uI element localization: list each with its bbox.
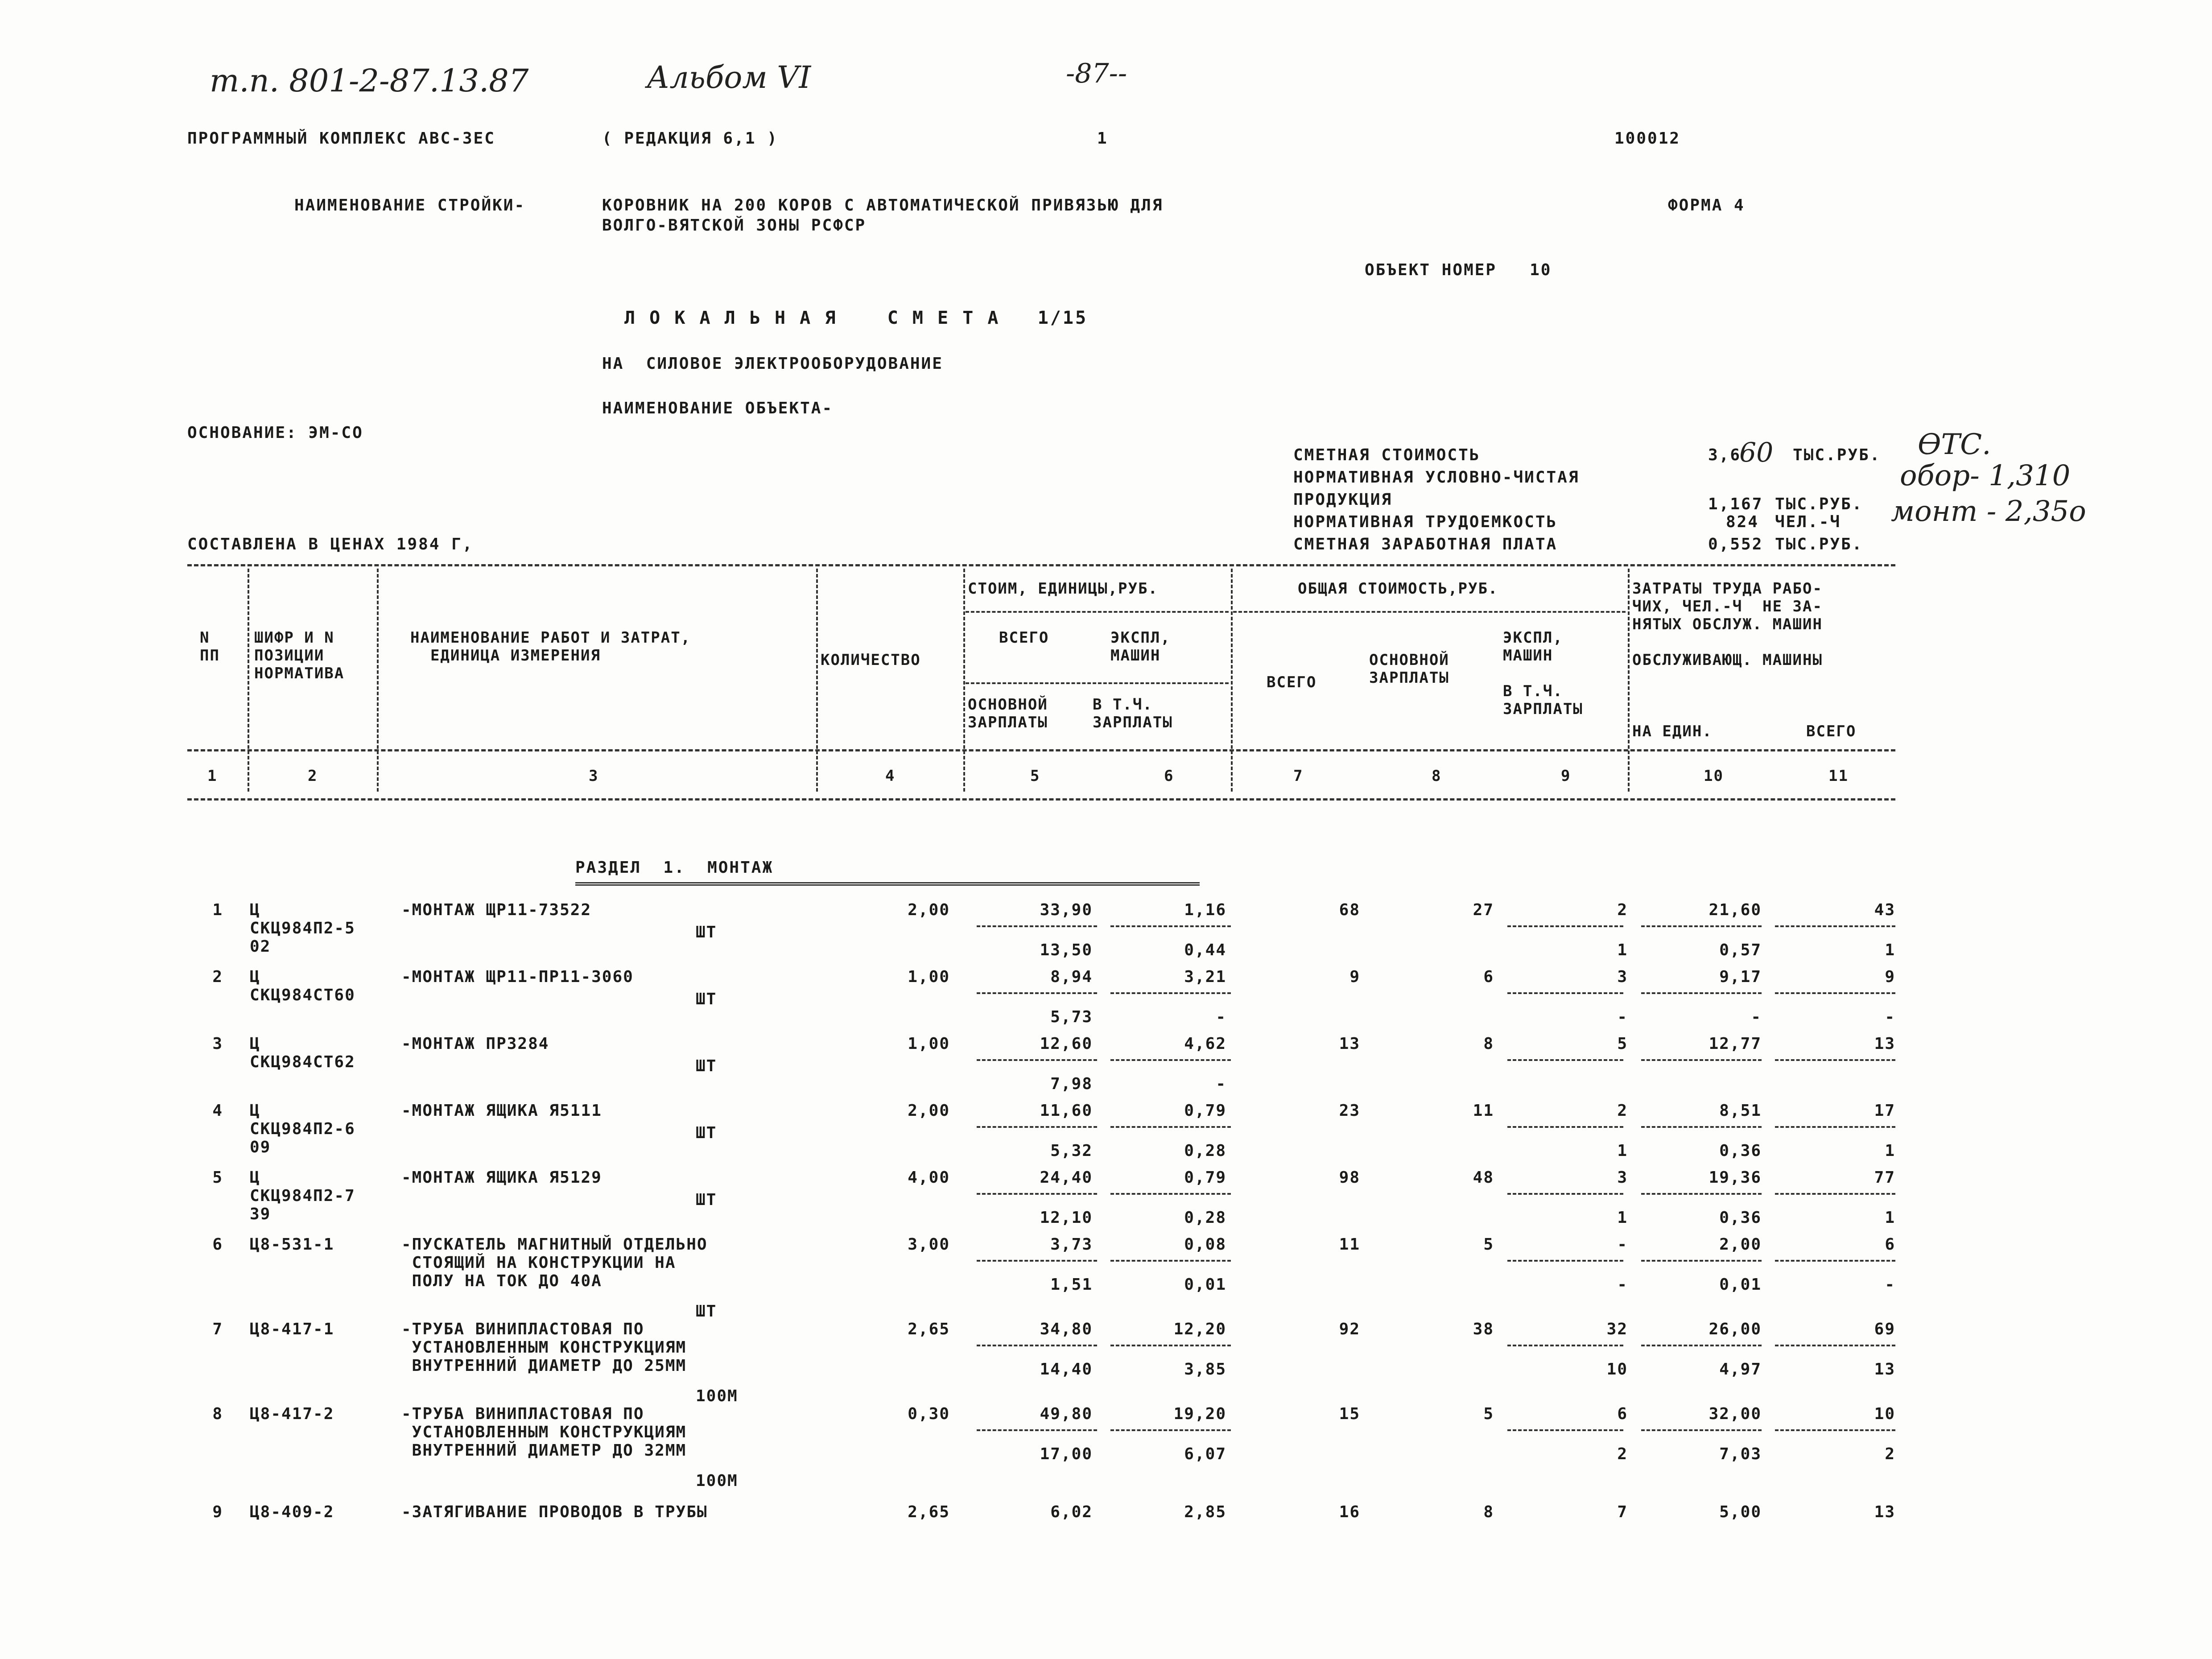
row-labor-total: 9	[1885, 968, 1895, 986]
row-quantity: 2,65	[908, 1503, 950, 1521]
col-sep-4	[963, 569, 965, 792]
row-unit-machine: 0,79	[1184, 1168, 1226, 1187]
row-total: 92	[1339, 1320, 1360, 1338]
row-labor-total: 43	[1874, 901, 1895, 919]
row-unit: ШТ	[696, 923, 717, 941]
form-label: ФОРМА 4	[1668, 196, 1745, 215]
row-rule-unit	[977, 1193, 1097, 1195]
row-rule-labor-unit	[1641, 1059, 1762, 1061]
row-unit-machine-wages: 6,07	[1184, 1445, 1226, 1463]
row-labor-unit-b: 7,03	[1719, 1445, 1762, 1463]
row-unit-total: 3,73	[1050, 1235, 1093, 1254]
summary-unit-4: ТЫС.РУБ.	[1775, 535, 1863, 553]
note-total-handwritten: ӨТС.	[1918, 428, 1991, 461]
row-wages: 5	[1483, 1405, 1494, 1423]
col-sep-2	[377, 569, 379, 792]
program-code: 100012	[1614, 129, 1681, 148]
row-machine-wages: 1	[1617, 1142, 1628, 1160]
construction-line1: КОРОВНИК НА 200 КОРОВ С АВТОМАТИЧЕСКОЙ ПРИВЯЗЬЮ ДЛЯ	[602, 196, 1164, 215]
row-labor-total-b: -	[1885, 1008, 1895, 1026]
colnum-1: 1	[207, 767, 218, 785]
row-rule-labor-total	[1775, 1193, 1895, 1195]
row-rule-labor-unit	[1641, 1345, 1762, 1346]
summary-value-4: 0,552	[1708, 535, 1763, 553]
row-rule-unit	[977, 992, 1097, 994]
row-rule-unit-machine	[1110, 1193, 1231, 1195]
row-rule-unit	[977, 1429, 1097, 1431]
row-number: 1	[212, 901, 223, 919]
basis: ОСНОВАНИЕ: ЭМ-СО	[187, 424, 363, 442]
section-title: РАЗДЕЛ 1. МОНТАЖ	[575, 858, 774, 877]
colnum-2: 2	[308, 767, 318, 785]
row-labor-total-b: 13	[1874, 1360, 1895, 1378]
estimate-subject: НА СИЛОВОЕ ЭЛЕКТРООБОРУДОВАНИЕ	[602, 355, 943, 373]
hdr-col56-top: СТОИМ, ЕДИНИЦЫ,РУБ.	[968, 580, 1158, 598]
hdr-col56-top-rule	[966, 611, 1229, 613]
row-rule-machine	[1507, 1429, 1623, 1431]
summary-label-3: НОРМАТИВНАЯ ТРУДОЕМКОСТЬ	[1293, 513, 1558, 531]
row-number: 4	[212, 1102, 223, 1120]
row-labor-total-b: 1	[1885, 941, 1895, 959]
row-labor-unit: 21,60	[1709, 901, 1762, 919]
hdr-col56-mid-rule	[966, 682, 1229, 684]
row-total: 68	[1339, 901, 1360, 919]
album-handwritten: Альбом VI	[647, 60, 811, 95]
row-code: Ц СКЦ984П2-7 39	[250, 1168, 355, 1223]
row-unit-machine: 0,08	[1184, 1235, 1226, 1254]
row-name: -МОНТАЖ ПР3284	[401, 1035, 549, 1053]
hdr-col1011-top: ЗАТРАТЫ ТРУДА РАБО- ЧИХ, ЧЕЛ.-Ч НЕ ЗА- НЯТЫХ ОБСЛУЖ. МАШИН ОБСЛУЖИВАЮЩ. МАШИНЫ	[1632, 580, 1823, 669]
row-total: 16	[1339, 1503, 1360, 1521]
summary-label-2: ПРОДУКЦИЯ	[1293, 491, 1393, 509]
row-unit-total: 33,90	[1040, 901, 1093, 919]
row-unit-wages: 12,10	[1040, 1209, 1093, 1227]
row-labor-unit: 32,00	[1709, 1405, 1762, 1423]
row-machine: 3	[1617, 968, 1628, 986]
row-rule-labor-unit	[1641, 1429, 1762, 1431]
row-unit-machine: 2,85	[1184, 1503, 1226, 1521]
row-rule-unit-machine	[1110, 1126, 1231, 1128]
row-unit-machine-wages: -	[1216, 1008, 1226, 1026]
row-labor-total: 17	[1874, 1102, 1895, 1120]
row-rule-labor-unit	[1641, 1126, 1762, 1128]
row-machine: -	[1617, 1235, 1628, 1254]
row-code: Ц8-531-1	[250, 1235, 334, 1254]
row-code: Ц8-417-1	[250, 1320, 334, 1338]
summary-unit-3: ЧЕЛ.-Ч	[1775, 513, 1841, 531]
table-numbers-bottom-rule	[187, 798, 1895, 801]
row-unit-total: 34,80	[1040, 1320, 1093, 1338]
summary-unit-0: ТЫС.РУБ.	[1793, 446, 1881, 464]
object-name: НАИМЕНОВАНИЕ ОБЪЕКТА-	[602, 399, 834, 417]
row-wages: 48	[1473, 1168, 1494, 1187]
row-quantity: 2,65	[908, 1320, 950, 1338]
row-machine: 3	[1617, 1168, 1628, 1187]
row-wages: 6	[1483, 968, 1494, 986]
note-mount-handwritten: монт - 2,35о	[1891, 495, 2086, 528]
colnum-6: 6	[1164, 767, 1174, 785]
row-machine-wages: 2	[1617, 1445, 1628, 1463]
row-labor-unit-b: -	[1751, 1008, 1762, 1026]
row-unit-wages: 13,50	[1040, 941, 1093, 959]
row-labor-unit: 9,17	[1719, 968, 1762, 986]
row-labor-total: 10	[1874, 1405, 1895, 1423]
hdr-col3: НАИМЕНОВАНИЕ РАБОТ И ЗАТРАТ, ЕДИНИЦА ИЗМЕРЕНИЯ	[410, 629, 691, 664]
row-unit-wages: 5,32	[1050, 1142, 1093, 1160]
row-quantity: 4,00	[908, 1168, 950, 1187]
row-rule-unit	[977, 1260, 1097, 1262]
row-unit-wages: 5,73	[1050, 1008, 1093, 1026]
row-unit-total: 49,80	[1040, 1405, 1093, 1423]
row-name: -МОНТАЖ ЩР11-73522	[401, 901, 592, 919]
hdr-col8: ОСНОВНОЙ ЗАРПЛАТЫ	[1369, 651, 1449, 687]
summary-value-2: 1,167	[1708, 495, 1763, 513]
colnum-10: 10	[1704, 767, 1724, 785]
row-rule-unit-machine	[1110, 1429, 1231, 1431]
row-number: 6	[212, 1235, 223, 1254]
colnum-7: 7	[1293, 767, 1304, 785]
hdr-col789-top-rule	[1233, 611, 1626, 613]
row-unit: ШТ	[696, 1124, 717, 1142]
row-machine-wages: -	[1617, 1275, 1628, 1294]
row-rule-unit-machine	[1110, 1260, 1231, 1262]
row-quantity: 1,00	[908, 1035, 950, 1053]
row-wages: 27	[1473, 901, 1494, 919]
row-unit-wages: 7,98	[1050, 1075, 1093, 1093]
summary-value-3: 824	[1726, 513, 1759, 531]
row-total: 23	[1339, 1102, 1360, 1120]
hdr-col11: ВСЕГО	[1806, 722, 1857, 740]
table-header-bottom-rule	[187, 749, 1895, 751]
row-machine: 7	[1617, 1503, 1628, 1521]
hdr-col9: ЭКСПЛ, МАШИН В Т.Ч. ЗАРПЛАТЫ	[1503, 629, 1583, 718]
row-rule-unit-machine	[1110, 1059, 1231, 1061]
row-labor-unit-b: 0,36	[1719, 1209, 1762, 1227]
row-rule-labor-total	[1775, 992, 1895, 994]
construction-label: НАИМЕНОВАНИЕ СТРОЙКИ-	[294, 196, 526, 215]
hdr-col6a: ЭКСПЛ, МАШИН	[1110, 629, 1171, 664]
summary-label-1: НОРМАТИВНАЯ УСЛОВНО-ЧИСТАЯ	[1293, 468, 1580, 487]
hdr-col5a: ВСЕГО	[999, 629, 1049, 647]
row-unit-total: 12,60	[1040, 1035, 1093, 1053]
colnum-11: 11	[1828, 767, 1849, 785]
row-total: 15	[1339, 1405, 1360, 1423]
row-labor-unit-b: 0,57	[1719, 941, 1762, 959]
colnum-5: 5	[1030, 767, 1040, 785]
row-machine-wages: 1	[1617, 1209, 1628, 1227]
row-unit-total: 6,02	[1050, 1503, 1093, 1521]
hdr-col10: НА ЕДИН.	[1632, 722, 1713, 740]
row-unit-total: 24,40	[1040, 1168, 1093, 1187]
row-code: Ц СКЦ984П2-5 02	[250, 901, 355, 956]
row-labor-unit-b: 0,01	[1719, 1275, 1762, 1294]
page-mark: 1	[1097, 129, 1108, 148]
row-quantity: 3,00	[908, 1235, 950, 1254]
row-name: -ЗАТЯГИВАНИЕ ПРОВОДОВ В ТРУБЫ	[401, 1503, 708, 1521]
hdr-col789-top: ОБЩАЯ СТОИМОСТЬ,РУБ.	[1298, 580, 1498, 598]
row-number: 7	[212, 1320, 223, 1338]
row-unit-total: 8,94	[1050, 968, 1093, 986]
edition: ( РЕДАКЦИЯ 6,1 )	[602, 129, 778, 148]
row-number: 5	[212, 1168, 223, 1187]
row-rule-machine	[1507, 1260, 1623, 1262]
table-top-rule	[187, 564, 1895, 566]
row-labor-unit: 5,00	[1719, 1503, 1762, 1521]
row-code: Ц8-417-2	[250, 1405, 334, 1423]
summary-label-4: СМЕТНАЯ ЗАРАБОТНАЯ ПЛАТА	[1293, 535, 1558, 553]
row-rule-machine	[1507, 992, 1623, 994]
row-machine: 2	[1617, 901, 1628, 919]
prices-basis: СОСТАВЛЕНА В ЦЕНАХ 1984 Г,	[187, 535, 474, 553]
row-labor-total: 13	[1874, 1035, 1895, 1053]
row-labor-unit: 26,00	[1709, 1320, 1762, 1338]
row-rule-unit-machine	[1110, 992, 1231, 994]
row-number: 2	[212, 968, 223, 986]
row-labor-total-b: 1	[1885, 1209, 1895, 1227]
row-machine: 2	[1617, 1102, 1628, 1120]
row-quantity: 2,00	[908, 901, 950, 919]
row-quantity: 1,00	[908, 968, 950, 986]
row-rule-unit-machine	[1110, 1345, 1231, 1346]
row-machine-wages: -	[1617, 1008, 1628, 1026]
row-total: 11	[1339, 1235, 1360, 1254]
col-sep-3	[816, 569, 818, 792]
row-wages: 38	[1473, 1320, 1494, 1338]
row-code: Ц СКЦ984СТ60	[250, 968, 355, 1004]
hdr-col5b: ОСНОВНОЙ ЗАРПЛАТЫ	[968, 696, 1048, 731]
summary-value-0-handwritten: 60	[1739, 437, 1774, 468]
row-unit: ШТ	[696, 1057, 717, 1075]
row-quantity: 0,30	[908, 1405, 950, 1423]
row-labor-total: 77	[1874, 1168, 1895, 1187]
row-unit-machine: 0,79	[1184, 1102, 1226, 1120]
row-wages: 8	[1483, 1503, 1494, 1521]
row-quantity: 2,00	[908, 1102, 950, 1120]
row-rule-unit	[977, 1345, 1097, 1346]
row-machine: 5	[1617, 1035, 1628, 1053]
row-machine: 6	[1617, 1405, 1628, 1423]
row-unit-machine: 19,20	[1173, 1405, 1226, 1423]
row-unit-wages: 17,00	[1040, 1445, 1093, 1463]
row-labor-total-b: -	[1885, 1275, 1895, 1294]
row-machine-wages: 10	[1606, 1360, 1628, 1378]
note-repair-handwritten: обор- 1,310	[1900, 459, 2071, 492]
row-rule-labor-unit	[1641, 1193, 1762, 1195]
row-unit-total: 11,60	[1040, 1102, 1093, 1120]
row-labor-total-b: 2	[1885, 1445, 1895, 1463]
row-rule-labor-total	[1775, 1429, 1895, 1431]
row-labor-total: 6	[1885, 1235, 1895, 1254]
hdr-col2: ШИФР И N ПОЗИЦИИ НОРМАТИВА	[254, 629, 345, 682]
row-total: 13	[1339, 1035, 1360, 1053]
row-unit-machine-wages: 0,28	[1184, 1142, 1226, 1160]
row-rule-unit	[977, 1059, 1097, 1061]
hdr-col6b: В Т.Ч. ЗАРПЛАТЫ	[1093, 696, 1173, 731]
row-rule-labor-unit	[1641, 992, 1762, 994]
row-name: -МОНТАЖ ЩР11-ПР11-3060	[401, 968, 634, 986]
row-rule-labor-total	[1775, 925, 1895, 927]
row-unit-machine-wages: 0,28	[1184, 1209, 1226, 1227]
summary-label-0: СМЕТНАЯ СТОИМОСТЬ	[1293, 446, 1481, 464]
row-rule-machine	[1507, 1345, 1623, 1346]
row-name: -ПУСКАТЕЛЬ МАГНИТНЫЙ ОТДЕЛЬНО СТОЯЩИЙ НА КОНСТРУКЦИИ НА ПОЛУ НА ТОК ДО 40А	[401, 1235, 708, 1290]
row-unit: ШТ	[696, 990, 717, 1008]
row-labor-unit-b: 4,97	[1719, 1360, 1762, 1378]
row-wages: 8	[1483, 1035, 1494, 1053]
row-unit: ШТ	[696, 1191, 717, 1209]
row-code: Ц СКЦ984СТ62	[250, 1035, 355, 1071]
doc-code-handwritten: т.п. 801-2-87.13.87	[210, 62, 529, 99]
row-unit-machine-wages: 0,44	[1184, 941, 1226, 959]
colnum-3: 3	[589, 767, 599, 785]
row-unit-machine-wages: 3,85	[1184, 1360, 1226, 1378]
row-name: -МОНТАЖ ЯЩИКА Я5129	[401, 1168, 602, 1187]
row-number: 8	[212, 1405, 223, 1423]
row-unit-machine: 3,21	[1184, 968, 1226, 986]
row-labor-unit: 2,00	[1719, 1235, 1762, 1254]
row-total: 98	[1339, 1168, 1360, 1187]
colnum-9: 9	[1561, 767, 1571, 785]
row-machine-wages: 1	[1617, 941, 1628, 959]
hdr-col7: ВСЕГО	[1267, 673, 1317, 691]
object-number: ОБЪЕКТ НОМЕР 10	[1365, 261, 1552, 279]
row-wages: 11	[1473, 1102, 1494, 1120]
row-wages: 5	[1483, 1235, 1494, 1254]
hdr-col4: КОЛИЧЕСТВО	[821, 651, 921, 669]
row-rule-labor-unit	[1641, 925, 1762, 927]
row-rule-machine	[1507, 1059, 1623, 1061]
row-total: 9	[1349, 968, 1360, 986]
row-unit-wages: 1,51	[1050, 1275, 1093, 1294]
row-labor-total: 13	[1874, 1503, 1895, 1521]
row-unit: ШТ	[696, 1302, 717, 1321]
row-unit: 100М	[696, 1472, 738, 1490]
estimate-title: Л О К А Л Ь Н А Я С М Е Т А 1/15	[624, 308, 1088, 328]
row-name: -ТРУБА ВИНИПЛАСТОВАЯ ПО УСТАНОВЛЕННЫМ КОНСТРУКЦИЯМ ВНУТРЕННИЙ ДИАМЕТР ДО 32ММ	[401, 1405, 687, 1460]
row-name: -ТРУБА ВИНИПЛАСТОВАЯ ПО УСТАНОВЛЕННЫМ КОНСТРУКЦИЯМ ВНУТРЕННИЙ ДИАМЕТР ДО 25ММ	[401, 1320, 687, 1375]
row-rule-machine	[1507, 925, 1623, 927]
construction-line2: ВОЛГО-ВЯТСКОЙ ЗОНЫ РСФСР	[602, 216, 867, 235]
row-rule-labor-total	[1775, 1059, 1895, 1061]
row-name: -МОНТАЖ ЯЩИКА Я5111	[401, 1102, 602, 1120]
row-unit-machine: 1,16	[1184, 901, 1226, 919]
row-code: Ц СКЦ984П2-6 09	[250, 1102, 355, 1156]
row-unit-wages: 14,40	[1040, 1360, 1093, 1378]
row-unit-machine: 12,20	[1173, 1320, 1226, 1338]
row-rule-machine	[1507, 1193, 1623, 1195]
row-rule-unit-machine	[1110, 925, 1231, 927]
summary-value-0: 3,6	[1708, 446, 1742, 464]
row-rule-machine	[1507, 1126, 1623, 1128]
row-rule-unit	[977, 925, 1097, 927]
row-labor-total-b: 1	[1885, 1142, 1895, 1160]
row-unit-machine: 4,62	[1184, 1035, 1226, 1053]
col-sep-1	[248, 569, 249, 792]
row-rule-labor-total	[1775, 1260, 1895, 1262]
section-title-rule	[575, 882, 1200, 886]
summary-unit-2: ТЫС.РУБ.	[1775, 495, 1863, 513]
row-labor-total: 69	[1874, 1320, 1895, 1338]
row-unit-machine-wages: -	[1216, 1075, 1226, 1093]
row-labor-unit: 12,77	[1709, 1035, 1762, 1053]
row-labor-unit: 8,51	[1719, 1102, 1762, 1120]
colnum-8: 8	[1432, 767, 1442, 785]
row-rule-unit	[977, 1126, 1097, 1128]
row-labor-unit: 19,36	[1709, 1168, 1762, 1187]
row-rule-labor-unit	[1641, 1260, 1762, 1262]
row-labor-unit-b: 0,36	[1719, 1142, 1762, 1160]
row-number: 9	[212, 1503, 223, 1521]
col-sep-9	[1628, 569, 1630, 792]
hdr-col1: N ПП	[200, 629, 220, 664]
row-rule-labor-total	[1775, 1345, 1895, 1346]
colnum-4: 4	[885, 767, 896, 785]
col-sep-6	[1231, 569, 1233, 792]
page-number-handwritten: -87--	[1066, 58, 1127, 89]
row-unit-machine-wages: 0,01	[1184, 1275, 1226, 1294]
row-machine: 32	[1606, 1320, 1628, 1338]
row-code: Ц8-409-2	[250, 1503, 334, 1521]
row-unit: 100М	[696, 1387, 738, 1405]
row-number: 3	[212, 1035, 223, 1053]
program-name: ПРОГРАММНЫЙ КОМПЛЕКС АВС-ЗЕС	[187, 129, 495, 148]
row-rule-labor-total	[1775, 1126, 1895, 1128]
